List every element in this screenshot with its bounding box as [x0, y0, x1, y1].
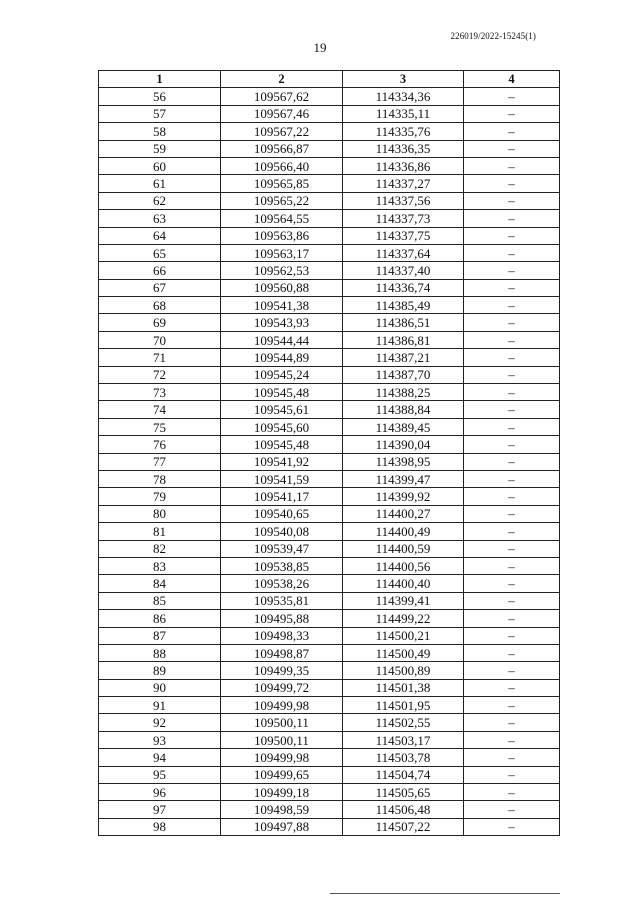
y-coordinate-cell: 114337,40 — [343, 262, 464, 279]
y-coordinate-cell: 114387,70 — [343, 366, 464, 383]
table-row — [99, 88, 560, 105]
x-coordinate-cell: 109498,87 — [221, 644, 343, 661]
x-coordinate-cell: 109543,93 — [221, 314, 343, 331]
table-row — [99, 244, 560, 261]
page-number: 19 — [313, 40, 327, 55]
table-row — [99, 227, 560, 244]
table-row — [99, 766, 560, 783]
point-number-cell: 72 — [99, 366, 221, 383]
point-number-cell: 69 — [99, 314, 221, 331]
table-row — [99, 731, 560, 748]
point-number-cell: 80 — [99, 505, 221, 522]
note-cell: – — [464, 453, 560, 470]
table-row — [99, 436, 560, 453]
point-number-cell: 84 — [99, 575, 221, 592]
table-row — [99, 644, 560, 661]
table-row — [99, 192, 560, 209]
point-number-cell: 66 — [99, 262, 221, 279]
y-coordinate-cell: 114389,45 — [343, 418, 464, 435]
point-number-cell: 90 — [99, 679, 221, 696]
coordinates-table — [98, 70, 560, 836]
point-number-cell: 75 — [99, 418, 221, 435]
point-number-cell: 60 — [99, 157, 221, 174]
note-cell: – — [464, 349, 560, 366]
y-coordinate-cell: 114387,21 — [343, 349, 464, 366]
x-coordinate-cell: 109497,88 — [221, 818, 343, 835]
note-cell: – — [464, 384, 560, 401]
x-coordinate-cell: 109545,48 — [221, 384, 343, 401]
x-coordinate-cell: 109566,40 — [221, 157, 343, 174]
note-cell: – — [464, 175, 560, 192]
x-coordinate-cell: 109499,98 — [221, 749, 343, 766]
y-coordinate-cell: 114337,73 — [343, 210, 464, 227]
point-number-cell: 78 — [99, 470, 221, 487]
x-coordinate-cell: 109500,11 — [221, 731, 343, 748]
point-number-cell: 81 — [99, 523, 221, 540]
point-number-cell: 67 — [99, 279, 221, 296]
note-cell: – — [464, 749, 560, 766]
table-row — [99, 749, 560, 766]
x-coordinate-cell: 109565,22 — [221, 192, 343, 209]
point-number-cell: 71 — [99, 349, 221, 366]
note-cell: – — [464, 157, 560, 174]
table-row — [99, 366, 560, 383]
x-coordinate-cell: 109541,17 — [221, 488, 343, 505]
point-number-cell: 63 — [99, 210, 221, 227]
x-coordinate-cell: 109545,48 — [221, 436, 343, 453]
y-coordinate-cell: 114388,84 — [343, 401, 464, 418]
point-number-cell: 95 — [99, 766, 221, 783]
x-coordinate-cell: 109498,59 — [221, 801, 343, 818]
note-cell: – — [464, 279, 560, 296]
note-cell: – — [464, 210, 560, 227]
point-number-cell: 82 — [99, 540, 221, 557]
note-cell: – — [464, 766, 560, 783]
note-cell: – — [464, 105, 560, 122]
point-number-cell: 98 — [99, 818, 221, 835]
point-number-cell: 57 — [99, 105, 221, 122]
note-cell: – — [464, 331, 560, 348]
table-row — [99, 279, 560, 296]
point-number-cell: 70 — [99, 331, 221, 348]
table-row — [99, 714, 560, 731]
x-coordinate-cell: 109545,24 — [221, 366, 343, 383]
note-cell: – — [464, 731, 560, 748]
x-coordinate-cell: 109544,44 — [221, 331, 343, 348]
table-row — [99, 470, 560, 487]
note-cell: – — [464, 784, 560, 801]
x-coordinate-cell: 109500,11 — [221, 714, 343, 731]
x-coordinate-cell: 109563,17 — [221, 244, 343, 261]
point-number-cell: 58 — [99, 123, 221, 140]
table-row — [99, 592, 560, 609]
x-coordinate-cell: 109567,22 — [221, 123, 343, 140]
table-header-row — [99, 71, 560, 88]
note-cell: – — [464, 662, 560, 679]
point-number-cell: 64 — [99, 227, 221, 244]
note-cell: – — [464, 644, 560, 661]
note-cell: – — [464, 401, 560, 418]
table-row — [99, 627, 560, 644]
x-coordinate-cell: 109560,88 — [221, 279, 343, 296]
y-coordinate-cell: 114336,35 — [343, 140, 464, 157]
table-row — [99, 157, 560, 174]
y-coordinate-cell: 114388,25 — [343, 384, 464, 401]
table-row — [99, 210, 560, 227]
point-number-cell: 65 — [99, 244, 221, 261]
x-coordinate-cell: 109567,62 — [221, 88, 343, 105]
table-row — [99, 401, 560, 418]
y-coordinate-cell: 114400,49 — [343, 523, 464, 540]
x-coordinate-cell: 109541,38 — [221, 297, 343, 314]
column-header: 1 — [99, 71, 221, 88]
x-coordinate-cell: 109544,89 — [221, 349, 343, 366]
x-coordinate-cell: 109545,60 — [221, 418, 343, 435]
y-coordinate-cell: 114399,41 — [343, 592, 464, 609]
x-coordinate-cell: 109499,65 — [221, 766, 343, 783]
note-cell: – — [464, 418, 560, 435]
y-coordinate-cell: 114335,11 — [343, 105, 464, 122]
y-coordinate-cell: 114504,74 — [343, 766, 464, 783]
table-row — [99, 818, 560, 835]
point-number-cell: 77 — [99, 453, 221, 470]
table-row — [99, 175, 560, 192]
point-number-cell: 87 — [99, 627, 221, 644]
note-cell: – — [464, 575, 560, 592]
y-coordinate-cell: 114501,38 — [343, 679, 464, 696]
table-row — [99, 418, 560, 435]
note-cell: – — [464, 627, 560, 644]
y-coordinate-cell: 114503,78 — [343, 749, 464, 766]
y-coordinate-cell: 114386,51 — [343, 314, 464, 331]
point-number-cell: 92 — [99, 714, 221, 731]
point-number-cell: 89 — [99, 662, 221, 679]
point-number-cell: 86 — [99, 610, 221, 627]
table-row — [99, 262, 560, 279]
x-coordinate-cell: 109540,08 — [221, 523, 343, 540]
x-coordinate-cell: 109565,85 — [221, 175, 343, 192]
note-cell: – — [464, 697, 560, 714]
footer-rule — [330, 893, 560, 894]
y-coordinate-cell: 114398,95 — [343, 453, 464, 470]
y-coordinate-cell: 114505,65 — [343, 784, 464, 801]
table-row — [99, 488, 560, 505]
x-coordinate-cell: 109499,72 — [221, 679, 343, 696]
y-coordinate-cell: 114400,40 — [343, 575, 464, 592]
note-cell: – — [464, 366, 560, 383]
y-coordinate-cell: 114506,48 — [343, 801, 464, 818]
x-coordinate-cell: 109540,65 — [221, 505, 343, 522]
x-coordinate-cell: 109562,53 — [221, 262, 343, 279]
x-coordinate-cell: 109567,46 — [221, 105, 343, 122]
table-row — [99, 557, 560, 574]
table-row — [99, 679, 560, 696]
table-row — [99, 105, 560, 122]
x-coordinate-cell: 109498,33 — [221, 627, 343, 644]
point-number-cell: 79 — [99, 488, 221, 505]
point-number-cell: 76 — [99, 436, 221, 453]
note-cell: – — [464, 192, 560, 209]
y-coordinate-cell: 114385,49 — [343, 297, 464, 314]
table-row — [99, 349, 560, 366]
x-coordinate-cell: 109566,87 — [221, 140, 343, 157]
point-number-cell: 96 — [99, 784, 221, 801]
x-coordinate-cell: 109499,18 — [221, 784, 343, 801]
column-header: 2 — [221, 71, 343, 88]
y-coordinate-cell: 114500,89 — [343, 662, 464, 679]
y-coordinate-cell: 114399,47 — [343, 470, 464, 487]
note-cell: – — [464, 227, 560, 244]
x-coordinate-cell: 109499,35 — [221, 662, 343, 679]
note-cell: – — [464, 540, 560, 557]
table-row — [99, 297, 560, 314]
table-row — [99, 384, 560, 401]
table-row — [99, 523, 560, 540]
note-cell: – — [464, 714, 560, 731]
y-coordinate-cell: 114400,59 — [343, 540, 464, 557]
table-row — [99, 453, 560, 470]
table-row — [99, 784, 560, 801]
point-number-cell: 68 — [99, 297, 221, 314]
x-coordinate-cell: 109545,61 — [221, 401, 343, 418]
table-row — [99, 123, 560, 140]
x-coordinate-cell: 109538,26 — [221, 575, 343, 592]
note-cell: – — [464, 314, 560, 331]
point-number-cell: 61 — [99, 175, 221, 192]
table-row — [99, 662, 560, 679]
point-number-cell: 73 — [99, 384, 221, 401]
note-cell: – — [464, 140, 560, 157]
y-coordinate-cell: 114337,56 — [343, 192, 464, 209]
document-number: 226019/2022-15245(1) — [450, 31, 536, 41]
point-number-cell: 62 — [99, 192, 221, 209]
y-coordinate-cell: 114334,36 — [343, 88, 464, 105]
y-coordinate-cell: 114336,74 — [343, 279, 464, 296]
x-coordinate-cell: 109564,55 — [221, 210, 343, 227]
table-body — [99, 88, 560, 836]
note-cell: – — [464, 505, 560, 522]
y-coordinate-cell: 114336,86 — [343, 157, 464, 174]
table-row — [99, 540, 560, 557]
y-coordinate-cell: 114502,55 — [343, 714, 464, 731]
x-coordinate-cell: 109541,59 — [221, 470, 343, 487]
table-row — [99, 801, 560, 818]
point-number-cell: 83 — [99, 557, 221, 574]
point-number-cell: 93 — [99, 731, 221, 748]
y-coordinate-cell: 114337,75 — [343, 227, 464, 244]
point-number-cell: 59 — [99, 140, 221, 157]
table-row — [99, 331, 560, 348]
table-row — [99, 697, 560, 714]
note-cell: – — [464, 123, 560, 140]
note-cell: – — [464, 818, 560, 835]
table-row — [99, 140, 560, 157]
y-coordinate-cell: 114337,27 — [343, 175, 464, 192]
x-coordinate-cell: 109539,47 — [221, 540, 343, 557]
y-coordinate-cell: 114337,64 — [343, 244, 464, 261]
note-cell: – — [464, 801, 560, 818]
y-coordinate-cell: 114503,17 — [343, 731, 464, 748]
note-cell: – — [464, 592, 560, 609]
note-cell: – — [464, 297, 560, 314]
note-cell: – — [464, 523, 560, 540]
note-cell: – — [464, 436, 560, 453]
y-coordinate-cell: 114390,04 — [343, 436, 464, 453]
x-coordinate-cell: 109563,86 — [221, 227, 343, 244]
note-cell: – — [464, 88, 560, 105]
y-coordinate-cell: 114500,49 — [343, 644, 464, 661]
table-row — [99, 314, 560, 331]
point-number-cell: 56 — [99, 88, 221, 105]
point-number-cell: 94 — [99, 749, 221, 766]
point-number-cell: 74 — [99, 401, 221, 418]
point-number-cell: 88 — [99, 644, 221, 661]
y-coordinate-cell: 114386,81 — [343, 331, 464, 348]
x-coordinate-cell: 109499,98 — [221, 697, 343, 714]
point-number-cell: 97 — [99, 801, 221, 818]
column-header: 3 — [343, 71, 464, 88]
point-number-cell: 91 — [99, 697, 221, 714]
table-row — [99, 610, 560, 627]
note-cell: – — [464, 557, 560, 574]
y-coordinate-cell: 114507,22 — [343, 818, 464, 835]
x-coordinate-cell: 109541,92 — [221, 453, 343, 470]
table-row — [99, 575, 560, 592]
x-coordinate-cell: 109538,85 — [221, 557, 343, 574]
note-cell: – — [464, 470, 560, 487]
note-cell: – — [464, 610, 560, 627]
y-coordinate-cell: 114499,22 — [343, 610, 464, 627]
y-coordinate-cell: 114400,27 — [343, 505, 464, 522]
column-header: 4 — [464, 71, 560, 88]
y-coordinate-cell: 114399,92 — [343, 488, 464, 505]
y-coordinate-cell: 114501,95 — [343, 697, 464, 714]
note-cell: – — [464, 488, 560, 505]
y-coordinate-cell: 114335,76 — [343, 123, 464, 140]
y-coordinate-cell: 114400,56 — [343, 557, 464, 574]
note-cell: – — [464, 244, 560, 261]
x-coordinate-cell: 109495,88 — [221, 610, 343, 627]
y-coordinate-cell: 114500,21 — [343, 627, 464, 644]
note-cell: – — [464, 679, 560, 696]
table-row — [99, 505, 560, 522]
x-coordinate-cell: 109535,81 — [221, 592, 343, 609]
note-cell: – — [464, 262, 560, 279]
point-number-cell: 85 — [99, 592, 221, 609]
